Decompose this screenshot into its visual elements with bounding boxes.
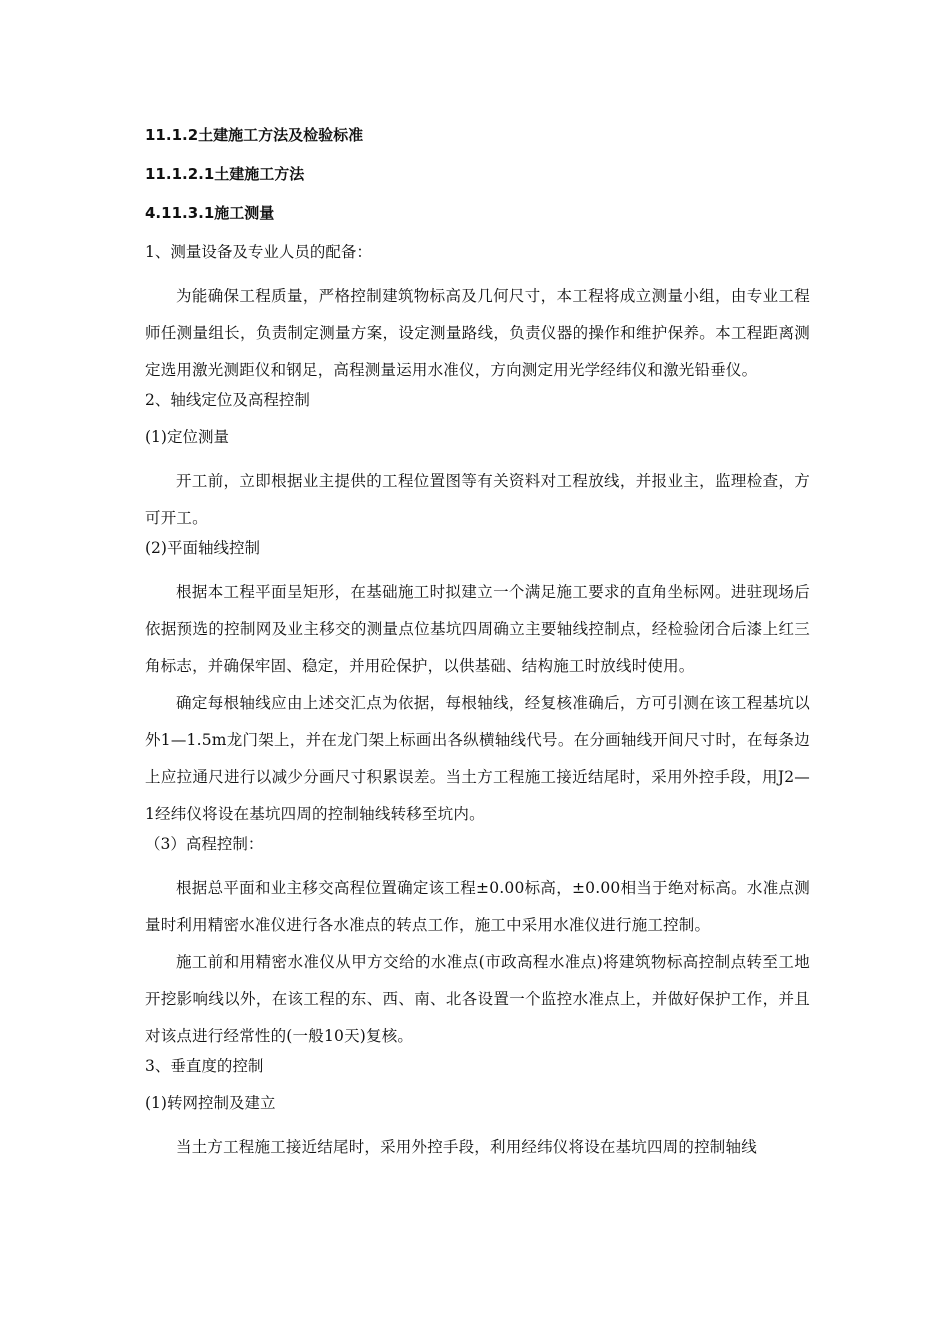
section-2-sub-1: (1)定位测量 [145, 428, 229, 446]
section-3-paragraph-1: 当土方工程施工接近结尾时，采用外控手段，利用经纬仪将设在基坑四周的控制轴线 [176, 1138, 757, 1156]
heading-11-1-2: 11.1.2土建施工方法及检验标准 [145, 126, 364, 144]
section-3-title: 3、垂直度的控制 [145, 1057, 264, 1075]
section-2-paragraph-5: 施工前和用精密水准仪从甲方交给的水准点(市政高程水准点)将建筑物标高控制点转至工地开挖影响线以外，在该工程的东、西、南、北各设置一个监控水准点上，并做好保护工作，并且对该点进行经常性的(一般10天)复核。 [145, 953, 810, 1045]
document-page [145, 124, 810, 1166]
heading-11-1-2-1: 11.1.2.1土建施工方法 [145, 165, 305, 183]
heading-4-11-3-1: 4.11.3.1施工测量 [145, 204, 275, 222]
section-2-paragraph-3: 确定每根轴线应由上述交汇点为依据，每根轴线，经复核准确后，方可引测在该工程基坑以外1—1.5m龙门架上，并在龙门架上标画出各纵横轴线代号。在分画轴线开间尺寸时，在每条边上应拉通尺进行以减少分画尺寸积累误差。当土方工程施工接近结尾时，采用外控手段，用J2—1经纬仪将设在基坑四周的控制轴线转移至坑内。 [145, 694, 810, 823]
section-2-paragraph-4: 根据总平面和业主移交高程位置确定该工程±0.00标高，±0.00相当于绝对标高。水准点测量时利用精密水准仪进行各水准点的转点工作，施工中采用水准仪进行施工控制。 [145, 879, 810, 934]
section-2-title: 2、轴线定位及高程控制 [145, 391, 310, 409]
section-1-title: 1、测量设备及专业人员的配备： [145, 243, 372, 261]
section-2-paragraph-2: 根据本工程平面呈矩形，在基础施工时拟建立一个满足施工要求的直角坐标网。进驻现场后依据预选的控制网及业主移交的测量点位基坑四周确立主要轴线控制点，经检验闭合后漆上红三角标志，并确保牢固、稳定，并用砼保护，以供基础、结构施工时放线时使用。 [145, 583, 810, 675]
section-3-sub-1: (1)转网控制及建立 [145, 1094, 276, 1112]
section-1-paragraph-1: 为能确保工程质量，严格控制建筑物标高及几何尺寸，本工程将成立测量小组，由专业工程师任测量组长，负责制定测量方案，设定测量路线，负责仪器的操作和维护保养。本工程距离测定选用激光测距仪和钢足，高程测量运用水准仪，方向测定用光学经纬仪和激光铅垂仪。 [145, 287, 810, 379]
section-2-paragraph-1: 开工前，立即根据业主提供的工程位置图等有关资料对工程放线，并报业主，监理检查，方可开工。 [145, 472, 810, 527]
section-2-sub-2: (2)平面轴线控制 [145, 539, 260, 557]
section-2-sub-3: （3）高程控制： [145, 835, 264, 853]
